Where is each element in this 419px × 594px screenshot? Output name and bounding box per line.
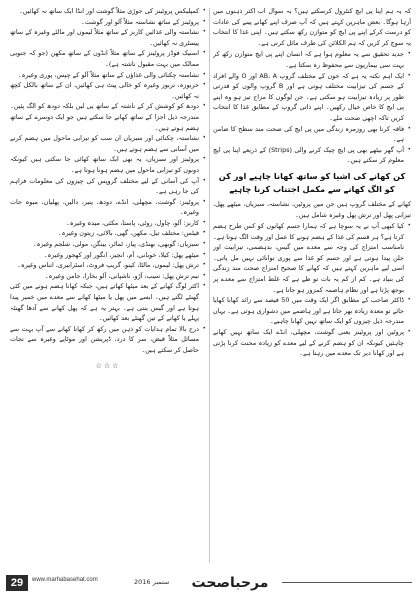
bullet-item: • ترش پھل: لیموں، مالٹا، کینو، گریپ فروٹ، اسٹرابیری، انناس وغیرہ۔ [10, 260, 206, 271]
bullet-item: • سبزیاں: گوبھی، بھنڈی، پیاز، ٹماٹر، بینگن، مولی، شلجم وغیرہ۔ [10, 239, 206, 250]
bullet-item: • پروٹینز اور سبزیاں، یہ بھی ایک ساتھ کھائی جا سکتی ہیں کیونکہ دونوں کو تیزابی ماحول میں ہضم ہونا ہوتا ہے۔ [10, 154, 206, 175]
magazine-logo: مرحباصحت [191, 575, 269, 591]
bullet-item: • خربوزہ، تربوز وغیرہ کو خالی پیٹ ہی کھائیں، ان کے ساتھ بالکل کچھ نہ کھائیں۔ [10, 80, 206, 101]
bullet-item: • نشاستہ، چکنائی اور سبزیاں ان سب کو تیزابی ماحول میں ہضم کرنے میں آسانی سے ہضم ہوتے ہیں۔ [10, 133, 206, 154]
bullet-item: • کمپلیکس پروٹینز کی جوڑی مثلاً گوشت اور انڈا ایک ساتھ نہ کھائیں۔ [10, 6, 206, 17]
bullet-item: • دودھ کو کوشش کر کے ناشتہ کے ساتھ پی لیں بلکہ دودھ کو الگ پئیں۔ مندرجہ ذیل اجزا کے ساتھ کھانے جا سکتے ہیں جو ایک دوسرے کے ساتھ ہضم ہوتے ہیں۔ [10, 101, 206, 133]
bullet-item: • آپ کی آسانی کے لیے مختلف گروپس کی چیزوں کی معلومات فراہم کی جا رہی ہے۔ [10, 176, 206, 197]
bullet-item: • پروٹینز کے ساتھ نشاستہ مثلاً آلو اور گوشت۔ [10, 17, 206, 28]
issue-date: ستمبر 2016 [134, 578, 170, 586]
end-of-article-stars: ☆☆☆ [95, 361, 121, 370]
article-paragraph: • پروٹین اور پروٹینز یعنی گوشت، مچھلی، انڈے ایک ساتھ نہیں کھانے چاہئیں کیونکہ ان کو ہضم کرنے کے لیے معدے کو زیادہ محنت کرنا پڑتی ہے اور کھانا دیر تک معدے میں رہتا ہے۔ [213, 327, 411, 359]
bullet-item: • میٹھے پھل: کیلا، خوبانی، آم، انجیر، انگور اور کھجور وغیرہ۔ [10, 250, 206, 261]
article-paragraph: • آپ گھر بیٹھے بھی پی ایچ چیک کرنے والی (Strips) کے ذریعے اپنا پی ایچ معلوم کر سکتے ہیں۔ [213, 145, 411, 166]
article-right-column [213, 6, 411, 570]
site-url: www.marhabasehat.com [32, 577, 98, 583]
bullet-item: • نشاستہ چکنائی والی غذاؤں کے ساتھ مثلاً آلو کے چپس، پوری وغیرہ۔ [10, 70, 206, 81]
article-paragraph: • فاقہ کرنا بھی روزمرہ زندگی میں پی ایچ کی صحت مند سطح کا ضامن ہے۔ [213, 124, 411, 145]
bullet-item: • فیٹس: مختلف تیل، مکھن، گھی، بالائی، زیتون وغیرہ۔ [10, 228, 206, 239]
article-paragraph: • ایک اہم نکتہ یہ ہے کہ خون کے مختلف گروپ AB، A اور O والے افراد کے جسم کی تیزابیت مختلف ہوتی ہے اور B گروپ والوں کو قدرتی طور پر زیادہ تیزابیت ہو سکتی ہے۔ جن لوگوں کا مزاج تیز ہو وہ اپنے پی ایچ کا خاص خیال رکھیں۔ اپنے ذاتی گروپ کے مطابق غذا کا انتخاب کریں تاکہ اچھی صحت ملے۔ [213, 71, 411, 124]
bullet-item: • اکثر لوگ کھانے کے بعد میٹھا کھاتے ہیں، جبکہ کھانا ہضم ہونے میں کئی گھنٹے لگتے ہیں۔ ایسے میں پھل یا میٹھا کھانے سے معدے میں خمیر پیدا ہوتا ہے اور گیس بنتی ہے۔ بہتر یہ ہے کہ پھل کھانے سے آدھا گھنٹہ پہلے یا کھانے کے تین گھنٹے بعد کھائیں۔ [10, 281, 206, 323]
bullet-item: • اسنیک فوڈز پروٹینز کے ساتھ مثلاً انڈوں کے ساتھ مکھن (جو کہ جنوبی ممالک میں بہت مقبول ناشتہ ہے)۔ [10, 48, 206, 69]
bullet-item: • پروٹینز: گوشت، مچھلی، انڈے، دودھ، پنیر، دالیں، پھلیاں، میوہ جات وغیرہ۔ [10, 197, 206, 218]
article-left-column [10, 6, 206, 570]
page-footer [0, 572, 419, 594]
article-paragraph: • جدید تحقیق سے یہ معلوم ہوا ہے کہ انسان اپنے پی ایچ متوازن رکھ کر بہت سی بیماریوں سے محفوظ رہ سکتا ہے۔ [213, 49, 411, 70]
section-heading: کن کھانے کی اشیا کو ساتھ کھانا چاہیے اور کن کو الگ کھانے سے مکمل اجتناب کرنا چاہیے [218, 170, 406, 194]
article-paragraph: • کیا کبھی آپ نے یہ سوچا ہے کہ ہمارا جسم کھانوں کو کس طرح ہضم کرتا ہے؟ ہر قسم کی غذا کے ہضم ہونے کا عمل اور وقت الگ ہوتا ہے۔ نامناسب امتزاج کی وجہ سے معدے میں گیس، بدہضمی، تیزابیت اور جلن پیدا ہوتی ہے اور جسم کو غذا سے پوری توانائی نہیں مل پاتی۔ اسی لیے ماہرین کہتے ہیں کہ کھانے کا صحیح امتزاج صحت مند زندگی کی بنیاد ہے۔ کم از کم یہ بات تو طے ہے کہ غلط امتزاج سے معدے پر بوجھ پڑتا ہے اور نظام ہاضمہ کمزور ہو جاتا ہے۔ [213, 221, 411, 295]
bullet-item: • کاربز: آلو، چاول، روٹی، پاستا، مکئی، میدہ وغیرہ۔ [10, 218, 206, 229]
article-intro-paragraph: کہ یہ ہم اپنا پی ایچ کنٹرول کرسکتے ہیں؟ یہ سوال اب اکثر ذہنوں میں آرہا ہوگا۔ بعض ماہرین کہتے ہیں کہ آپ صرف اپنے کھانے پینے کی عادات کو درست کرکے اپنے پی ایچ کو متوازن رکھ سکتے ہیں۔ اپنی غذا کا انتخاب یہ سوچ کر کریں کہ ہم الکلائن کی طرف مائل کرتی ہے۔ [213, 7, 411, 47]
page-number: 29 [6, 575, 28, 591]
bullet-item: • درج بالا تمام ہدایات کو ذہن میں رکھ کر کھانا کھانے سے آپ بہت سے مسائل مثلاً قبض، سر کا درد، ڈپریشن اور موٹاپے وغیرہ سے نجات حاصل کر سکتے ہیں۔ [10, 324, 206, 356]
column-divider [209, 8, 210, 563]
article-paragraph: • ڈاکٹر صاحب کے مطابق اگر ایک وقت میں 50 فیصد سے زائد کھانا کھایا جائے تو معدہ زیادہ بھر جاتا ہے اور ہاضمے میں دشواری ہوتی ہے۔ یہاں مندرجہ ذیل چیزوں کو ایک ساتھ نہیں کھانا چاہیے۔ [213, 295, 411, 327]
bullet-item: • نیم ترش پھل: سیب، آڑو، ناشپاتی، آلو بخارا، جامن وغیرہ۔ [10, 271, 206, 282]
footer-rule [282, 582, 412, 583]
bullet-item: • نشاستہ والی غذائیں کاربز کے ساتھ مثلاً لیموں اور مالٹے وغیرہ کے ساتھ پیسٹری نہ کھائیں۔ [10, 27, 206, 48]
article-paragraph: کھانے کے مختلف گروپ ہیں جن میں پروٹین، نشاستہ، سبزیاں، میٹھے پھل، تیزابی پھل اور ترش پھل وغیرہ شامل ہیں۔ [213, 199, 411, 219]
